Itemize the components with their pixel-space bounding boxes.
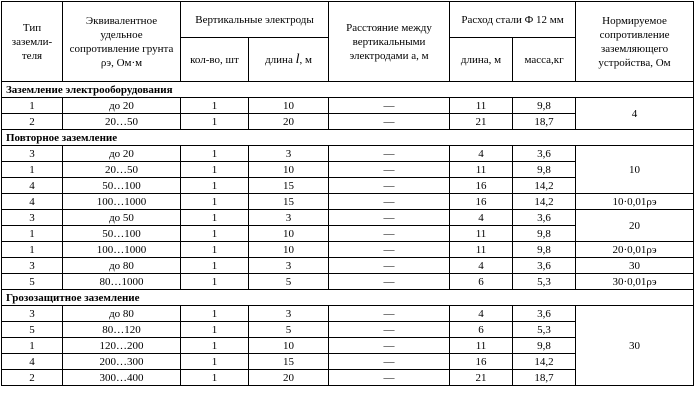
steel-length-cell: 4 [450,146,513,162]
steel-mass-cell: 9,8 [513,242,576,258]
table-row [2,258,694,274]
section-row [2,290,694,306]
resistivity-cell: до 80 [63,258,181,274]
steel-length-cell: 21 [450,370,513,386]
count-cell: 1 [181,306,249,322]
norm-cell: 4 [576,98,694,130]
count-cell: 1 [181,338,249,354]
steel-length-cell: 21 [450,114,513,130]
distance-cell: — [329,370,450,386]
length-cell: 10 [249,162,329,178]
count-cell: 1 [181,178,249,194]
section-row [2,130,694,146]
resistivity-cell: 300…400 [63,370,181,386]
grounding-table [1,1,694,386]
steel-mass-cell: 5,3 [513,322,576,338]
resistivity-cell: 100…1000 [63,194,181,210]
distance-cell: — [329,146,450,162]
count-cell: 1 [181,354,249,370]
length-cell: 20 [249,114,329,130]
steel-mass-cell: 14,2 [513,194,576,210]
steel-mass-cell: 3,6 [513,258,576,274]
table-header [2,2,694,82]
table-row [2,274,694,290]
steel-length-cell: 11 [450,226,513,242]
type-cell: 2 [2,370,63,386]
length-cell: 10 [249,98,329,114]
norm-cell: 30 [576,258,694,274]
count-cell: 1 [181,146,249,162]
steel-mass-cell: 9,8 [513,98,576,114]
table-row [2,306,694,322]
count-cell: 1 [181,274,249,290]
distance-cell: — [329,322,450,338]
length-cell: 20 [249,370,329,386]
type-cell: 3 [2,146,63,162]
type-cell: 1 [2,162,63,178]
distance-cell: — [329,162,450,178]
steel-length-cell: 6 [450,274,513,290]
section-row [2,82,694,98]
type-cell: 5 [2,274,63,290]
distance-cell: — [329,210,450,226]
steel-length-cell: 16 [450,178,513,194]
section-title: Повторное заземление [2,130,694,146]
type-cell: 4 [2,178,63,194]
resistivity-cell: до 80 [63,306,181,322]
header-resistivity: Эквивалентное удельное сопротивление грунта ρэ, Ом·м [63,2,181,82]
steel-length-cell: 4 [450,306,513,322]
table-body [2,82,694,386]
steel-length-cell: 4 [450,258,513,274]
table-row [2,146,694,162]
count-cell: 1 [181,322,249,338]
length-cell: 3 [249,210,329,226]
resistivity-cell: до 20 [63,98,181,114]
type-cell: 1 [2,242,63,258]
type-cell: 1 [2,226,63,242]
type-cell: 4 [2,194,63,210]
steel-length-cell: 11 [450,242,513,258]
steel-length-cell: 16 [450,354,513,370]
length-cell: 3 [249,146,329,162]
count-cell: 1 [181,194,249,210]
steel-length-cell: 11 [450,98,513,114]
steel-length-cell: 11 [450,162,513,178]
resistivity-cell: 50…100 [63,178,181,194]
steel-mass-cell: 5,3 [513,274,576,290]
steel-mass-cell: 18,7 [513,114,576,130]
length-cell: 15 [249,354,329,370]
section-title: Заземление электрооборудования [2,82,694,98]
count-cell: 1 [181,210,249,226]
steel-mass-cell: 14,2 [513,354,576,370]
norm-cell: 20 [576,210,694,242]
resistivity-cell: 80…1000 [63,274,181,290]
steel-mass-cell: 9,8 [513,162,576,178]
distance-cell: — [329,306,450,322]
length-cell: 5 [249,322,329,338]
length-cell: 15 [249,178,329,194]
norm-cell: 20·0,01ρэ [576,242,694,258]
steel-length-cell: 16 [450,194,513,210]
header-steel-length: длина, м [450,38,513,82]
count-cell: 1 [181,258,249,274]
distance-cell: — [329,354,450,370]
table-row [2,98,694,114]
steel-mass-cell: 9,8 [513,226,576,242]
header-steel-mass: масса,кг [513,38,576,82]
steel-length-cell: 4 [450,210,513,226]
length-cell: 10 [249,338,329,354]
length-cell: 10 [249,226,329,242]
resistivity-cell: 50…100 [63,226,181,242]
resistivity-cell: до 50 [63,210,181,226]
steel-mass-cell: 18,7 [513,370,576,386]
header-steel: Расход стали Ф 12 мм [450,2,576,38]
steel-mass-cell: 14,2 [513,178,576,194]
length-cell: 5 [249,274,329,290]
table-row [2,210,694,226]
length-cell: 10 [249,242,329,258]
norm-cell: 30·0,01ρэ [576,274,694,290]
distance-cell: — [329,258,450,274]
resistivity-cell: 100…1000 [63,242,181,258]
header-type: Тип заземли-теля [2,2,63,82]
count-cell: 1 [181,114,249,130]
type-cell: 3 [2,210,63,226]
steel-mass-cell: 3,6 [513,306,576,322]
steel-length-cell: 6 [450,322,513,338]
resistivity-cell: 80…120 [63,322,181,338]
count-cell: 1 [181,226,249,242]
header-vertical-electrodes: Вертикальные электроды [181,2,329,38]
distance-cell: — [329,178,450,194]
distance-cell: — [329,98,450,114]
header-distance: Расстояние между вертикальными электродами а, м [329,2,450,82]
resistivity-cell: до 20 [63,146,181,162]
table-row [2,194,694,210]
type-cell: 2 [2,114,63,130]
count-cell: 1 [181,162,249,178]
resistivity-cell: 20…50 [63,162,181,178]
norm-cell: 10 [576,146,694,194]
count-cell: 1 [181,98,249,114]
distance-cell: — [329,242,450,258]
type-cell: 3 [2,306,63,322]
header-length: длина l, м [249,38,329,82]
type-cell: 3 [2,258,63,274]
steel-length-cell: 11 [450,338,513,354]
steel-mass-cell: 3,6 [513,146,576,162]
steel-mass-cell: 3,6 [513,210,576,226]
resistivity-cell: 200…300 [63,354,181,370]
header-norm: Нормируемое сопротивление заземляющего устройства, Ом [576,2,694,82]
count-cell: 1 [181,370,249,386]
distance-cell: — [329,226,450,242]
table-row [2,242,694,258]
distance-cell: — [329,274,450,290]
type-cell: 5 [2,322,63,338]
norm-cell: 30 [576,306,694,386]
steel-mass-cell: 9,8 [513,338,576,354]
type-cell: 1 [2,338,63,354]
distance-cell: — [329,338,450,354]
length-cell: 3 [249,258,329,274]
distance-cell: — [329,114,450,130]
type-cell: 1 [2,98,63,114]
header-count: кол-во, шт [181,38,249,82]
type-cell: 4 [2,354,63,370]
length-cell: 15 [249,194,329,210]
resistivity-cell: 20…50 [63,114,181,130]
distance-cell: — [329,194,450,210]
length-cell: 3 [249,306,329,322]
norm-cell: 10·0,01ρэ [576,194,694,210]
resistivity-cell: 120…200 [63,338,181,354]
section-title: Грозозащитное заземление [2,290,694,306]
count-cell: 1 [181,242,249,258]
